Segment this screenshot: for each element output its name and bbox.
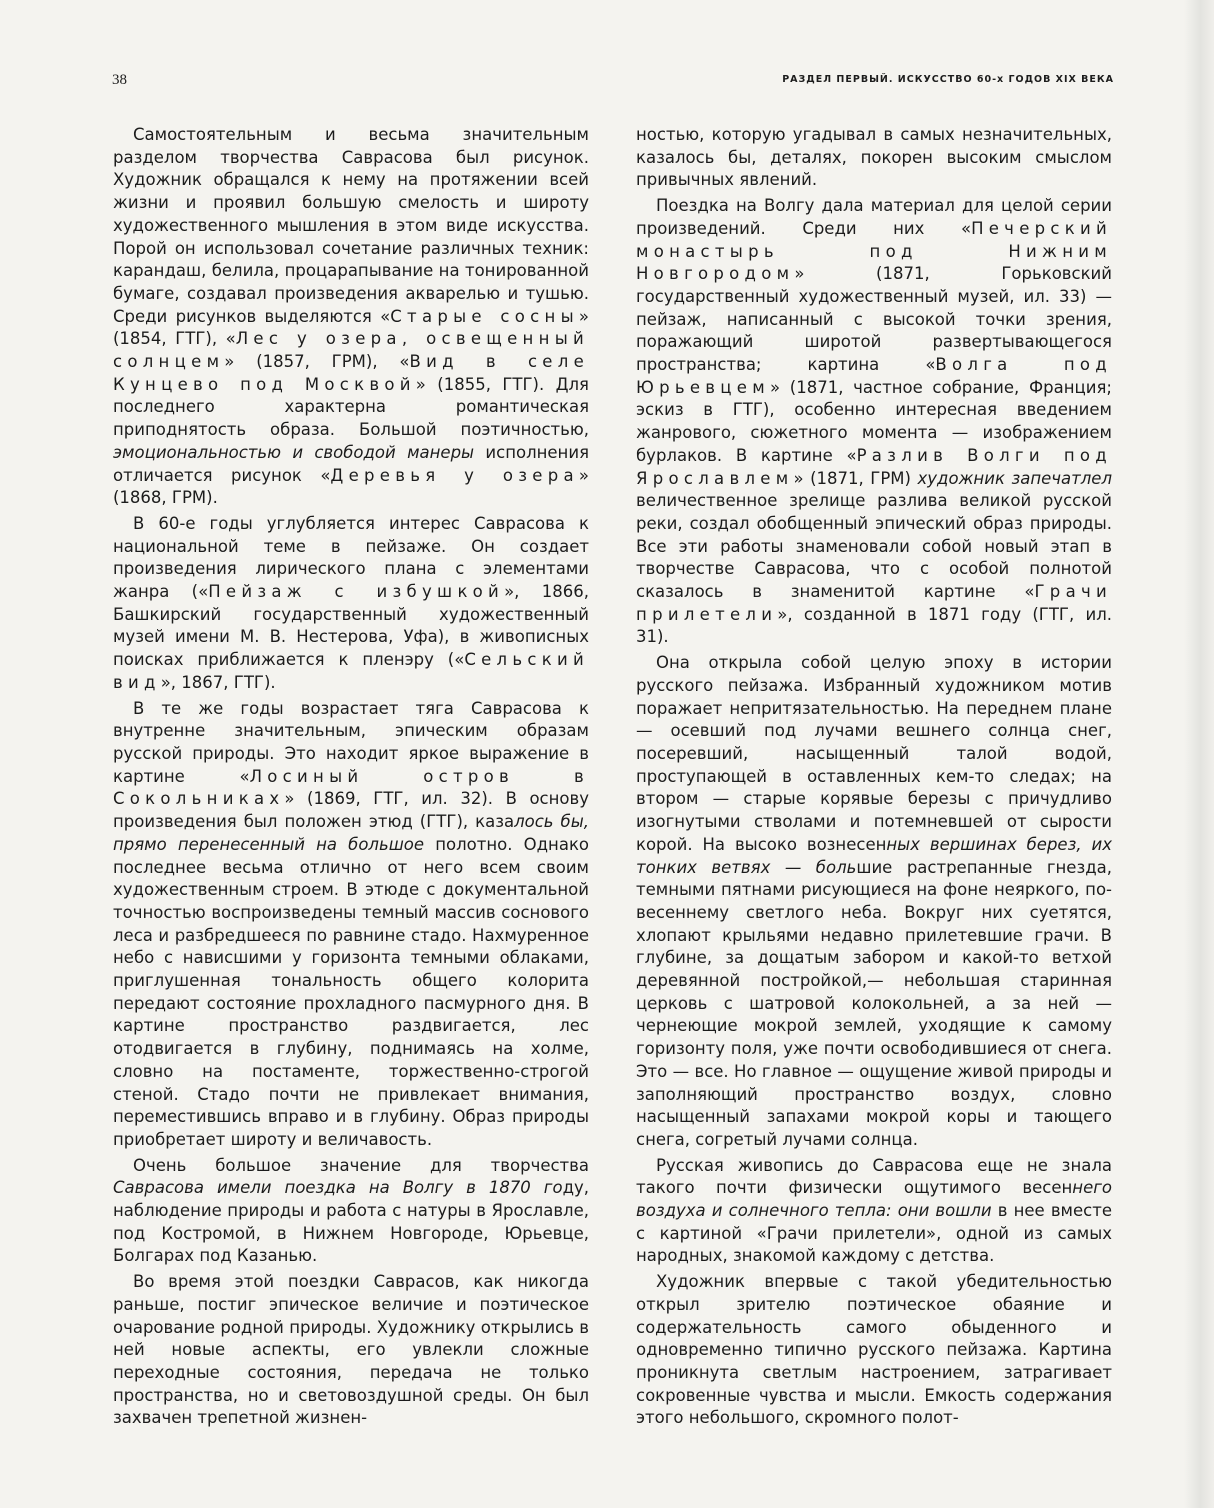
text-run: », 1866, Башкирский государственный художественный музей имени М. В. Нестерова, Уфа), в живописных поисках приближается к пленэру (« bbox=[113, 582, 589, 670]
text-run: Самостоятельным и весьма значительным разделом творчества Саврасова был рисунок. Художник обращался к нему на протяжении всей жизни и проявил большую смелость и широту художественного мышления в этом виде искусства. Порой он использовал сочетание различных техник: карандаш, белила, процарапывание на тонированной бумаге, создавал произведения акварелью и тушью. Среди рисунков выделяются « bbox=[113, 125, 589, 326]
text-run: Русская живопись до Саврасова еще не знала такого почти физически ощутимого весен bbox=[636, 1155, 1112, 1198]
text-run: полотно. Однако последнее весьма отлично от него всем своим художественным строем. В этюде с документальной точностью воспроизведены темный массив соснового леса и разбредшееся по равнине стадо. Нахмуренное небо с нависшими у горизонта темными облаками, приглушенная тональность общего колорита передают состояние прохладного пасмурного дня. В картине пространство раздвигается, лес отодвигается в глубину, поднимаясь на холме, словно на постаменте, торжественно-строгой стеной. Стадо почти не привлекает внимания, переместившись вправо и в глубину. Образ природы приобретает широту и величавость. bbox=[113, 834, 590, 1149]
text-run: » (1871, Горьковский государственный художественный музей, ил. 33) — пейзаж, написанный с высокой точки зрения, поражающий широтой развертывающегося пространства; картина « bbox=[636, 264, 1112, 375]
italic-text: эмоциональностью и свободой манеры bbox=[113, 442, 475, 462]
paragraph-p5 bbox=[113, 1271, 589, 1430]
page-number: 38 bbox=[112, 72, 127, 88]
text-run: ду, наблюдение природы и работа с натуры в Ярославле, под Костромой, в Нижнем Новгороде, Юрьевце, Болгарах под Казанью. bbox=[113, 1178, 589, 1266]
paragraph-p3 bbox=[113, 698, 589, 1152]
paragraph-r2 bbox=[636, 195, 1112, 649]
italic-text: лось бы, прямо перенесенный на большое bbox=[113, 812, 589, 854]
artwork-title: Лосиный остров в Сокольниках bbox=[113, 766, 589, 809]
text-run: », 1867, ГТГ). bbox=[160, 672, 276, 692]
text-run: В 60-е годы углубляется интерес Саврасова к национальной теме в пейзаже. Он создает произведения лирического плана с элементами жанра (« bbox=[113, 513, 589, 602]
text-run: исполнения отличается рисунок « bbox=[113, 442, 589, 485]
text-run: ностью, которую угадывал в самых незначительных, казалось бы, деталях, покорен высоким смыслом привычных явлений. bbox=[636, 125, 1112, 190]
paragraph-p4 bbox=[113, 1155, 589, 1269]
artwork-title: Деревья у озера bbox=[330, 465, 579, 485]
text-run: » (1854, ГТГ), « bbox=[113, 306, 589, 349]
text-run: Очень большое значение для творчества bbox=[133, 1155, 589, 1175]
paragraph-p1 bbox=[113, 124, 589, 510]
left-column bbox=[113, 124, 589, 1433]
right-column bbox=[636, 124, 1112, 1433]
text-run: » (1868, ГРМ). bbox=[113, 465, 589, 508]
text-run: Поездка на Волгу дала материал для целой серии произведений. Среди них « bbox=[636, 196, 1112, 238]
text-run: » (1857, ГРМ), « bbox=[224, 352, 410, 372]
text-run: в нее вместе с картиной «Грачи прилетели», одной из самых народных, знакомой каждому с детства. bbox=[636, 1201, 1112, 1266]
artwork-title: Печерский монастырь под Нижним Новгородом bbox=[636, 218, 1112, 284]
text-run: » (1855, ГТГ). Для последнего характерна романтическая приподнятость образа. Большой поэтичностью, bbox=[113, 374, 589, 440]
paragraph-r1 bbox=[636, 124, 1112, 192]
italic-text: Саврасова имели поездка на Волгу в 1870 го bbox=[113, 1178, 563, 1198]
italic-text: ных вершинах берез, их тонких ветвях — боль bbox=[636, 834, 1113, 877]
artwork-title: Волга под Юрьевцем bbox=[636, 355, 1112, 397]
text-run: Она открыла собой целую эпоху в истории русского пейзажа. Избранный художником мотив поражает непритязательностью. На переднем плане — осевший под лучами вешнего солнца снег, посеревший, насыщенный талой водой, проступающей в оставленных кем-то следах; на втором — старые корявые березы с причудливо изогнутыми стволами и потемневшей от сырости корой. На высоко вознесен bbox=[636, 653, 1112, 854]
text-run: » (1871, частное собрание, Франция; эскиз в ГТГ), особенно интересная введением жанрового, сюжетного момента — изображением бурлаков. В картине « bbox=[636, 377, 1112, 465]
text-run: Во время этой поездки Саврасов, как никогда раньше, постиг эпическое величие и поэтическое очарование родной природы. Художнику открылись в ней новые аспекты, его увлекли сложные переходные состояния, передача не только пространства, но и световоздушной среды. Он был захвачен трепетной жизнен- bbox=[113, 1272, 589, 1428]
text-run: » (1869, ГТГ, ил. 32). В основу произведения был положен этюд (ГТГ), каза bbox=[113, 789, 589, 832]
artwork-title: Вид в селе Кунцево под Москвой bbox=[113, 352, 589, 394]
artwork-title: Сельский вид bbox=[113, 650, 589, 692]
paragraph-r4 bbox=[636, 1155, 1112, 1269]
text-run: », созданной в 1871 году (ГТГ, ил. 31). bbox=[636, 604, 1112, 647]
artwork-title: Разлив Волги под Ярославлем bbox=[636, 445, 1112, 488]
artwork-title: Пейзаж с избушкой bbox=[208, 582, 505, 602]
artwork-title: Старые сосны bbox=[390, 306, 579, 326]
text-run: величественное зрелище разлива великой русской реки, создал обобщенный эпический образ природы. Все эти работы знаменовали собой новый этап в творчестве Саврасова, что с особой полнотой сказалось в знаменитой картине « bbox=[636, 491, 1112, 602]
artwork-title: Грачи прилетели bbox=[636, 582, 1112, 624]
italic-text: художник запечатлел bbox=[917, 468, 1112, 488]
text-run: шие растрепанные гнезда, темными пятнами рисующиеся на фоне неяркого, по-весеннему светлого неба. Вокруг них суетятся, хлопают крыльями недавно прилетевшие грачи. В глубине, за дощатым забором и какой-то ветхой деревянной постройкой,— небольшая старинная церковь с шатровой колокольней, а за ней — чернеющие мокрой землей, уходящие к самому горизонту поля, уже почти освободившиеся от снега. Это — все. Но главное — ощущение живой природы и заполняющий пространство воздух, словно насыщенный запахами мокрой коры и тающего снега, согретый лучами солнца. bbox=[636, 857, 1112, 1149]
italic-text: него воздуха и солнечного тепла: они вошли bbox=[636, 1178, 1112, 1221]
text-run: » (1871, ГРМ) bbox=[793, 468, 918, 488]
page-edge-shadow bbox=[1184, 0, 1214, 1508]
text-run: В те же годы возрастает тяга Саврасова к внутренне значительным, эпическим образам русской природы. Это находит яркое выражение в картине « bbox=[113, 698, 589, 786]
paragraph-p2 bbox=[113, 513, 589, 695]
text-run: Художник впервые с такой убедительностью открыл зрителю поэтическое обаяние и содержательность самого обыденного и одновременно типично русского пейзажа. Картина проникнута светлым настроением, затрагивает сокровенные чувства и мысли. Емкость содержания этого небольшого, скромного полот- bbox=[636, 1272, 1112, 1428]
running-head: РАЗДЕЛ ПЕРВЫЙ. ИСКУССТВО 60-х ГОДОВ XIX ВЕКА bbox=[782, 74, 1114, 85]
artwork-title: Лес у озера, освещенный солнцем bbox=[113, 329, 589, 372]
paragraph-r3 bbox=[636, 652, 1112, 1151]
paragraph-r5 bbox=[636, 1271, 1112, 1430]
